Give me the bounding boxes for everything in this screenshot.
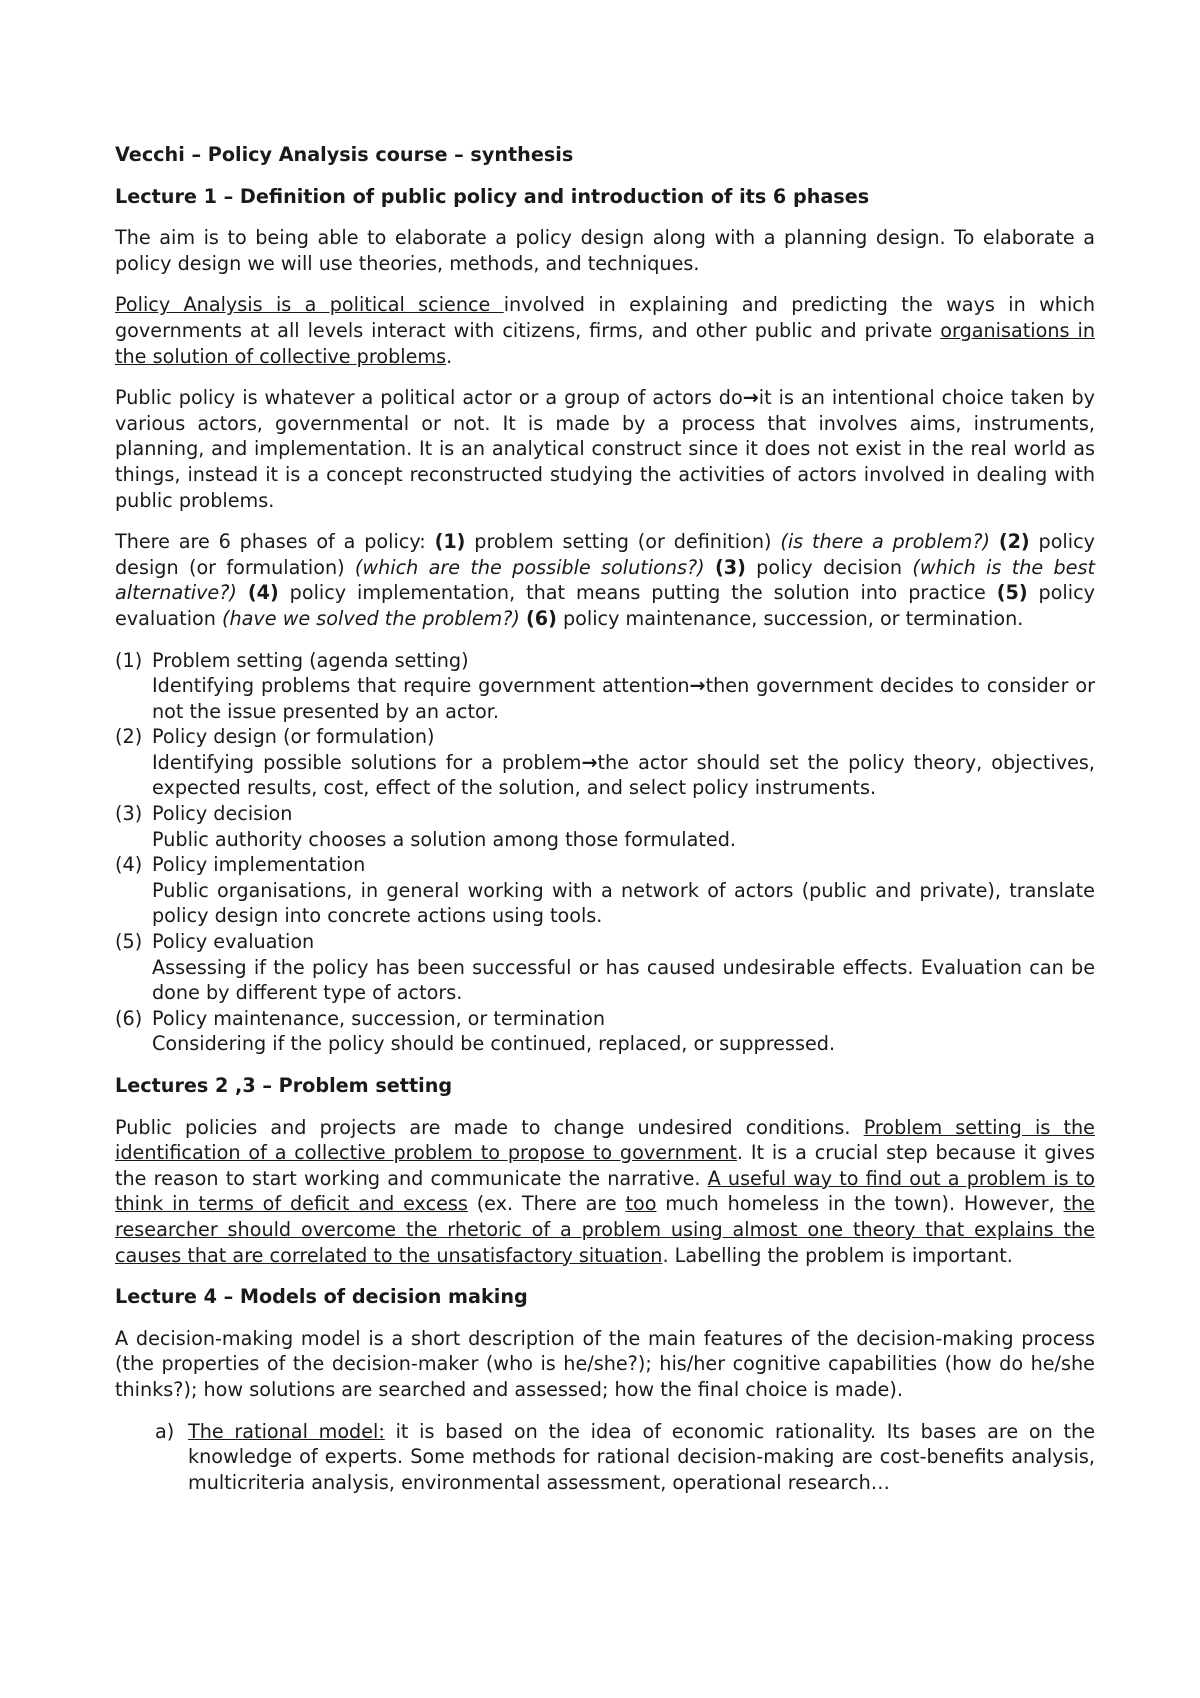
lectures-2-3-heading: Lectures 2 ,3 – Problem setting: [115, 1074, 453, 1097]
document-title: Vecchi – Policy Analysis course – synthesis: [115, 143, 574, 166]
phase-title: Policy evaluation: [152, 930, 315, 954]
arrow-icon: →: [689, 674, 706, 698]
lecture-1-section: [115, 184, 1095, 1057]
models-list: [115, 1419, 1095, 1496]
phase-description: Considering if the policy should be continued, replaced, or suppressed.: [152, 1032, 836, 1056]
model-title: The rational model:: [188, 1419, 385, 1443]
phases-list: [115, 648, 1095, 1058]
phase-item: (5) Policy evaluation Assessing if the policy has been successful or has caused undesirable effects. Evaluation can be done by different type of actors.: [115, 930, 1095, 1005]
phase-title: Policy maintenance, succession, or termination: [152, 1006, 605, 1030]
phase-description: Assessing if the policy has been successful or has caused undesirable effects. Evaluation can be done by different type of actors.: [152, 955, 1095, 1005]
phase-title: Problem setting (agenda setting): [152, 648, 469, 672]
lecture-1-heading: Lecture 1 – Definition of public policy and introduction of its 6 phases: [115, 184, 870, 208]
decision-model-paragraph: A decision-making model is a short description of the main features of the decision-making process (the properties of the decision-maker (who is he/she?); his/her cognitive capabilities (how do he/she thinks?); how solutions are searched and assessed; how the final choice is made).: [115, 1326, 1095, 1401]
underlined-phrase: organisations in the solution of collective problems: [115, 318, 1095, 368]
lecture-4-heading: Lecture 4 – Models of decision making: [115, 1285, 528, 1309]
underlined-phrase: Policy Analysis is a political science: [115, 293, 504, 317]
phase-description: Identifying possible solutions for a problem→the actor should set the policy theory, objectives, expected results, cost, effect of the solution, and select policy instruments.: [152, 750, 1096, 800]
arrow-icon: →: [581, 750, 598, 774]
document-body: [115, 142, 1095, 1495]
policy-analysis-definition: Policy Analysis is a political science involved in explaining and predicting the ways in which governments at all levels interact with citizens, firms, and other public and private organisations in the solution of collective problems.: [115, 293, 1096, 368]
lectures-2-3-section: [115, 1073, 1095, 1268]
phase-item: (1) Problem setting (agenda setting) Identifying problems that require government attention→then government decides to consider or not the issue presented by an actor.: [115, 648, 1095, 723]
phase-item: (6) Policy maintenance, succession, or termination Considering if the policy should be continued, replaced, or suppressed.: [115, 1006, 1095, 1057]
phase-item: (2) Policy design (or formulation) Identifying possible solutions for a problem→the actor should set the policy theory, objectives, expected results, cost, effect of the solution, and select policy instruments.: [115, 725, 1096, 800]
lecture-1-aim-paragraph: The aim is to being able to elaborate a policy design along with a planning design. To elaborate a policy design we will use theories, methods, and techniques.: [115, 226, 1095, 275]
phase-title: Policy implementation: [152, 853, 366, 877]
public-policy-definition: Public policy is whatever a political actor or a group of actors do→it is an intentional choice taken by various actors, governmental or not. It is made by a process that involves aims, instruments, planning, and implementation. It is an analytical construct since it does not exist in the real world as things, instead it is a concept reconstructed studying the activities of actors involved in dealing with public problems.: [115, 386, 1095, 512]
phase-description: Public authority chooses a solution among those formulated.: [152, 827, 736, 851]
phase-description: Identifying problems that require government attention→then government decides to consider or not the issue presented by an actor.: [152, 674, 1095, 723]
phase-title: Policy decision: [152, 802, 293, 826]
model-item: a) The rational model: it is based on the idea of economic rationality. Its bases are on the knowledge of experts. Some methods for rational decision-making are cost-benefits analysis, multicriteria analysis, environmental assessment, operational research…: [155, 1419, 1095, 1494]
problem-setting-paragraph: Public policies and projects are made to change undesired conditions. Problem setting is the identification of a collective problem to propose to government. It is a crucial step because it gives the reason to start working and communicate the narrative. A useful way to find out a problem is to think in terms of deficit and excess (ex. There are too much homeless in the town). However, the researcher should overcome the rhetoric of a problem using almost one theory that explains the causes that are correlated to the unsatisfactory situation. Labelling the problem is important.: [115, 1115, 1095, 1267]
lecture-4-section: [115, 1284, 1095, 1495]
phase-title: Policy design (or formulation): [152, 725, 435, 749]
phase-item: (3) Policy decision Public authority chooses a solution among those formulated.: [115, 801, 1095, 852]
phase-description: Public organisations, in general working with a network of actors (public and private), translate policy design into concrete actions using tools.: [152, 878, 1095, 928]
phase-item: (4) Policy implementation Public organisations, in general working with a network of actors (public and private), translate policy design into concrete actions using tools.: [115, 853, 1095, 928]
six-phases-paragraph: There are 6 phases of a policy: (1) problem setting (or definition) (is there a problem?) (2) policy design (or formulation) (which are the possible solutions?) (3) policy decision (which is the best alternative?) (4) policy implementation, that means putting the solution into practice (5) policy evaluation (have we solved the problem?) (6) policy maintenance, succession, or termination.: [115, 530, 1095, 630]
arrow-icon: →: [742, 386, 759, 410]
